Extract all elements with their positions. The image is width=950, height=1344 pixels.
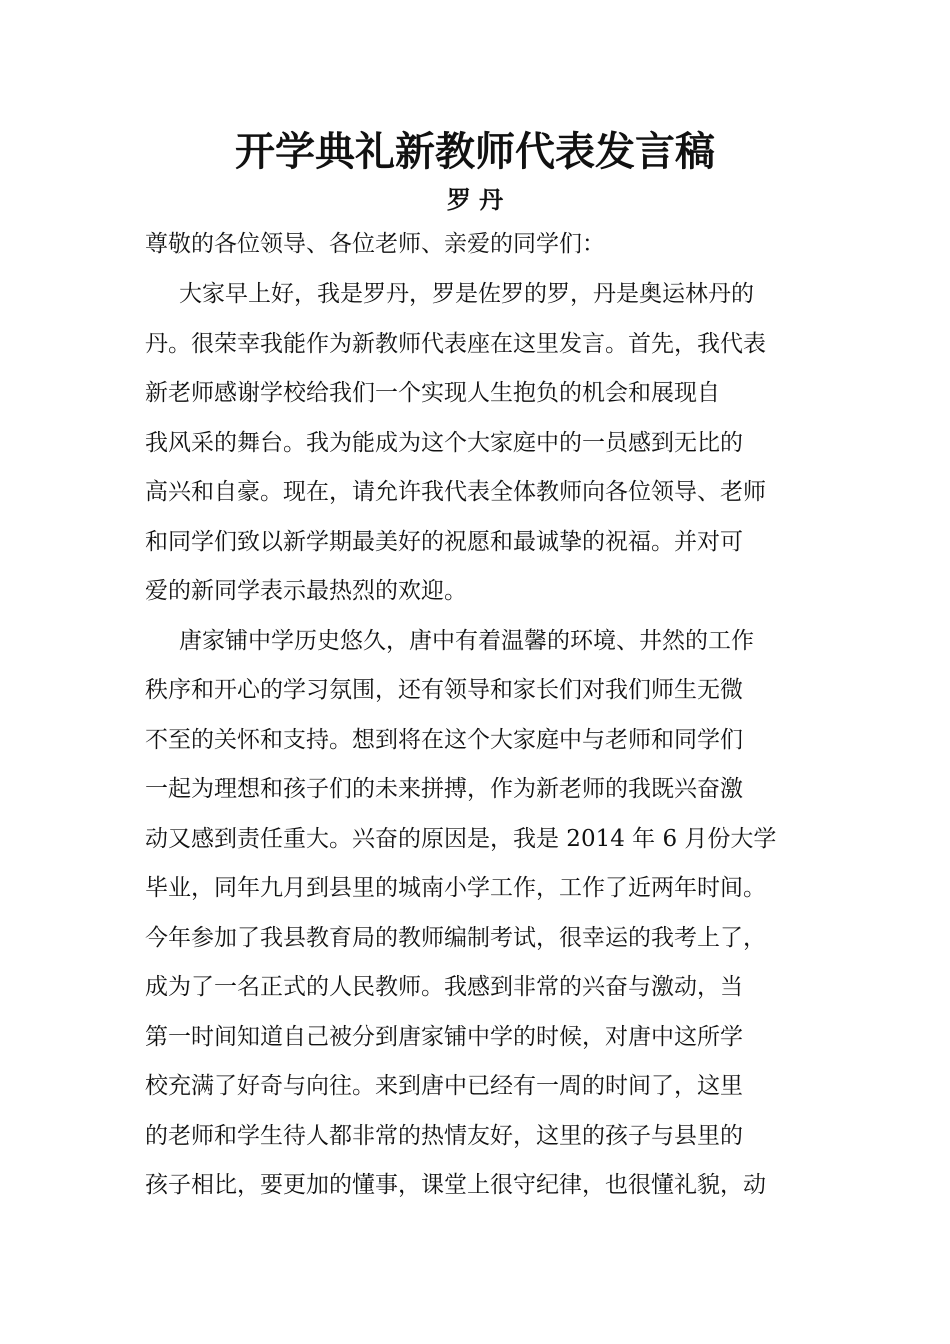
- text-line: 校充满了好奇与向往。来到唐中已经有一周的时间了，这里: [145, 1073, 743, 1099]
- text-line: 毕业，同年九月到县里的城南小学工作，工作了近两年时间。: [145, 875, 766, 901]
- text-line: 和同学们致以新学期最美好的祝愿和最诚挚的祝福。并对可: [145, 528, 743, 555]
- paragraph-1: [145, 270, 805, 617]
- text-line: 成为了一名正式的人民教师。我感到非常的兴奋与激动，当: [145, 974, 743, 1000]
- text-line: 新老师感谢学校给我们一个实现人生抱负的机会和展现自: [145, 380, 720, 406]
- text-line: 唐家铺中学历史悠久，唐中有着温馨的环境、井然的工作: [179, 627, 754, 654]
- text-line: 动又感到责任重大。兴奋的原因是，我是 2014 年 6 月份大学: [145, 825, 777, 852]
- document-title: 开学典礼新教师代表发言稿: [235, 128, 715, 175]
- author-name: 罗 丹: [446, 185, 504, 214]
- text-line: 孩子相比，要更加的懂事，课堂上很守纪律，也很懂礼貌，动: [145, 1172, 766, 1198]
- text-line: 不至的关怀和支持。想到将在这个大家庭中与老师和同学们: [145, 726, 743, 753]
- text-line: 大家早上好，我是罗丹，罗是佐罗的罗，丹是奥运林丹的: [179, 281, 754, 307]
- text-line: 高兴和自豪。现在，请允许我代表全体教师向各位领导、老师: [145, 479, 766, 505]
- text-line: 丹。很荣幸我能作为新教师代表座在这里发言。首先，我代表: [145, 330, 766, 357]
- text-line: 一起为理想和孩子们的未来拼搏，作为新老师的我既兴奋激: [145, 776, 743, 802]
- paragraph-2: [145, 617, 805, 1211]
- text-line: 的老师和学生待人都非常的热情友好，这里的孩子与县里的: [145, 1122, 743, 1149]
- text-line: 今年参加了我县教育局的教师编制考试，很幸运的我考上了，: [145, 924, 766, 951]
- text-line: 我风采的舞台。我为能成为这个大家庭中的一员感到无比的: [145, 429, 743, 456]
- text-line: 爱的新同学表示最热烈的欢迎。: [145, 578, 467, 604]
- text-line: 第一时间知道自己被分到唐家铺中学的时候，对唐中这所学: [145, 1023, 743, 1050]
- text-line: 秩序和开心的学习氛围，还有领导和家长们对我们师生无微: [145, 677, 743, 703]
- salutation: 尊敬的各位领导、各位老师、亲爱的同学们：: [145, 231, 605, 257]
- document-page: [145, 126, 805, 1211]
